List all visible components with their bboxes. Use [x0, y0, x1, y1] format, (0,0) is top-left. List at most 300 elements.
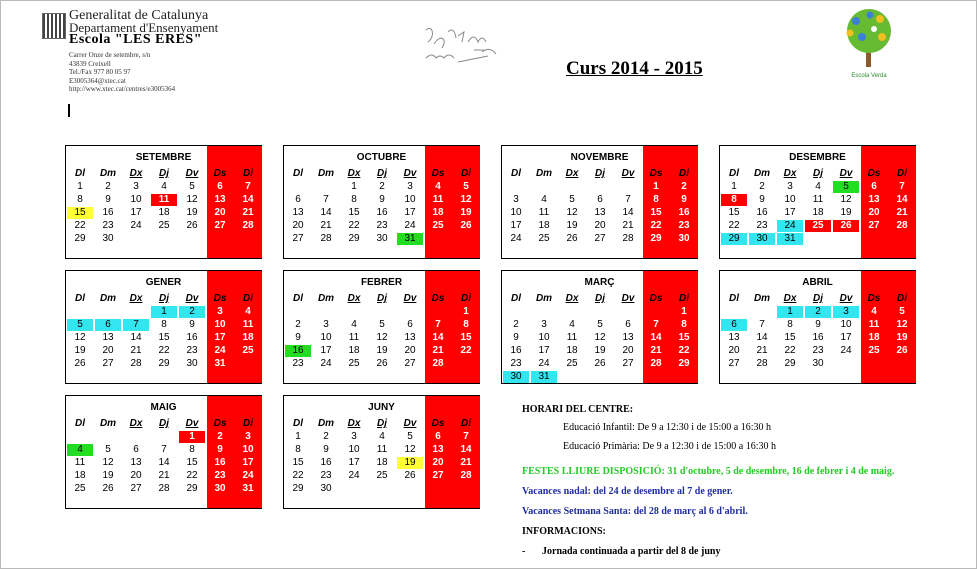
day-cell: 14	[650, 332, 662, 343]
day-cell: 20	[404, 345, 416, 356]
day-cell: 8	[295, 444, 301, 455]
day-cell: 5	[105, 444, 111, 455]
month-calendar	[719, 270, 916, 384]
weekday-header: Di	[679, 168, 689, 179]
day-cell: 10	[130, 194, 142, 205]
weekday-header: Di	[679, 293, 689, 304]
day-cell: 23	[186, 345, 198, 356]
day-cell: 17	[242, 457, 254, 468]
address-line: Tel./Fax 977 80 05 97	[69, 68, 131, 76]
day-cell: 19	[102, 470, 114, 481]
month-name: MAIG	[150, 402, 177, 413]
day-cell: 12	[376, 332, 388, 343]
day-cell: 12	[594, 332, 606, 343]
day-cell: 17	[348, 457, 360, 468]
day-cell: 27	[728, 358, 740, 369]
month-calendar	[283, 395, 480, 509]
day-cell: 29	[784, 358, 796, 369]
weekday-header: Dj	[159, 293, 169, 304]
weekday-header: Ds	[431, 293, 445, 304]
day-cell: 28	[460, 470, 472, 481]
day-cell: 24	[404, 220, 416, 231]
day-cell: 6	[295, 194, 301, 205]
day-cell: 18	[566, 345, 578, 356]
day-cell: 2	[379, 181, 385, 192]
day-cell: 9	[513, 332, 519, 343]
day-cell: 22	[292, 470, 304, 481]
day-cell: 21	[650, 345, 662, 356]
day-cell: 23	[102, 220, 114, 231]
weekday-header: Dl	[75, 418, 85, 429]
month-calendar	[283, 145, 480, 259]
day-cell: 5	[189, 181, 195, 192]
school-name: Escola "LES ERES"	[69, 32, 202, 47]
day-cell: 2	[323, 431, 329, 442]
day-cell: 6	[95, 319, 121, 331]
day-cell: 13	[594, 207, 606, 218]
weekday-header: Di	[243, 293, 253, 304]
day-cell: 11	[348, 332, 360, 343]
day-cell: 8	[787, 319, 793, 330]
informacions-title: INFORMACIONS:	[522, 526, 606, 537]
day-cell: 9	[189, 319, 195, 330]
day-cell: 1	[77, 181, 83, 192]
day-cell: 15	[67, 207, 93, 219]
weekday-header: Dl	[293, 293, 303, 304]
day-cell: 18	[432, 207, 444, 218]
day-cell: 17	[784, 207, 796, 218]
day-cell: 15	[292, 457, 304, 468]
day-cell: 7	[123, 319, 149, 331]
day-cell: 31	[397, 233, 423, 245]
day-cell: 7	[323, 194, 329, 205]
weekday-header: Dj	[595, 168, 605, 179]
day-cell: 20	[432, 457, 444, 468]
day-cell: 19	[186, 207, 198, 218]
month-calendar	[501, 270, 698, 384]
weekday-header: Dx	[347, 418, 361, 429]
day-cell: 3	[787, 181, 793, 192]
weekday-header: Dj	[813, 168, 823, 179]
weekday-header: Dx	[565, 168, 579, 179]
day-cell: 2	[179, 306, 205, 318]
day-cell: 15	[158, 332, 170, 343]
weekday-header: Dv	[839, 293, 853, 304]
day-cell: 17	[538, 345, 550, 356]
weekday-header: Dm	[99, 418, 117, 429]
day-cell: 7	[435, 319, 441, 330]
day-cell: 26	[566, 233, 578, 244]
day-cell: 17	[130, 207, 142, 218]
day-cell: 15	[650, 207, 662, 218]
day-cell: 16	[320, 457, 332, 468]
day-cell: 12	[74, 332, 86, 343]
day-cell: 4	[435, 181, 441, 192]
day-cell: 18	[158, 207, 170, 218]
weekday-header: Dv	[403, 418, 417, 429]
day-cell: 31	[531, 371, 557, 383]
weekday-header: Dv	[403, 168, 417, 179]
day-cell: 11	[432, 194, 444, 205]
day-cell: 22	[158, 345, 170, 356]
weekday-header: Dm	[317, 168, 335, 179]
day-cell: 30	[749, 233, 775, 245]
weekday-header: Di	[461, 168, 471, 179]
day-cell: 16	[678, 207, 690, 218]
weekday-header: Dm	[317, 418, 335, 429]
weekday-header: Dm	[753, 293, 771, 304]
day-cell: 22	[650, 220, 662, 231]
day-cell: 25	[376, 470, 388, 481]
weekday-header: Dx	[347, 168, 361, 179]
weekday-header: Dj	[159, 168, 169, 179]
day-cell: 7	[625, 194, 631, 205]
weekday-header: Dm	[317, 293, 335, 304]
day-cell: 15	[348, 207, 360, 218]
weekday-header: Dx	[783, 293, 797, 304]
day-cell: 4	[815, 181, 821, 192]
weekday-header: Ds	[649, 168, 663, 179]
day-cell: 21	[130, 345, 142, 356]
day-cell: 2	[513, 319, 519, 330]
day-cell: 18	[812, 207, 824, 218]
day-cell: 27	[594, 233, 606, 244]
weekday-header: Dx	[347, 293, 361, 304]
day-cell: 28	[320, 233, 332, 244]
weekday-header: Dv	[185, 168, 199, 179]
day-cell: 19	[376, 345, 388, 356]
day-cell: 3	[541, 319, 547, 330]
day-cell: 22	[74, 220, 86, 231]
day-cell: 26	[896, 345, 908, 356]
weekday-header: Dm	[535, 168, 553, 179]
day-cell: 19	[74, 345, 86, 356]
day-cell: 2	[759, 181, 765, 192]
day-cell: 16	[376, 207, 388, 218]
weekday-header: Dj	[159, 418, 169, 429]
day-cell: 27	[214, 220, 226, 231]
weekday-header: Ds	[867, 168, 881, 179]
day-cell: 11	[74, 457, 86, 468]
day-cell: 13	[728, 332, 740, 343]
day-cell: 31	[777, 233, 803, 245]
month-name: FEBRER	[360, 277, 403, 288]
day-cell: 8	[681, 319, 687, 330]
weekday-header: Ds	[213, 418, 227, 429]
day-cell: 23	[678, 220, 690, 231]
day-cell: 7	[161, 444, 167, 455]
day-cell: 15	[460, 332, 472, 343]
day-cell: 9	[815, 319, 821, 330]
day-cell: 23	[376, 220, 388, 231]
day-cell: 3	[217, 306, 223, 317]
day-cell: 30	[503, 371, 529, 383]
day-cell: 12	[896, 319, 908, 330]
day-cell: 29	[650, 233, 662, 244]
day-cell: 8	[161, 319, 167, 330]
day-cell: 3	[133, 181, 139, 192]
day-cell: 27	[622, 358, 634, 369]
day-cell: 27	[292, 233, 304, 244]
day-cell: 11	[566, 332, 578, 343]
day-cell: 18	[538, 220, 550, 231]
day-cell: 16	[214, 457, 226, 468]
day-cell: 23	[292, 358, 304, 369]
weekday-header: Dx	[565, 293, 579, 304]
day-cell: 12	[102, 457, 114, 468]
day-cell: 10	[784, 194, 796, 205]
day-cell: 29	[292, 483, 304, 494]
day-cell: 26	[102, 483, 114, 494]
day-cell: 20	[130, 470, 142, 481]
day-cell: 15	[728, 207, 740, 218]
day-cell: 9	[105, 194, 111, 205]
day-cell: 20	[622, 345, 634, 356]
day-cell: 13	[214, 194, 226, 205]
day-cell: 31	[242, 483, 254, 494]
day-cell: 5	[463, 181, 469, 192]
day-cell: 10	[214, 319, 226, 330]
day-cell: 25	[348, 358, 360, 369]
horari-infantil: Educació Infantil: De 9 a 12:30 i de 15:00 a 16:30 h	[563, 422, 772, 433]
day-cell: 14	[432, 332, 444, 343]
day-cell: 5	[833, 181, 859, 193]
weekday-header: Ds	[431, 168, 445, 179]
day-cell: 17	[320, 345, 332, 356]
day-cell: 28	[158, 483, 170, 494]
day-cell: 27	[102, 358, 114, 369]
day-cell: 22	[186, 470, 198, 481]
weekday-header: Dl	[511, 168, 521, 179]
day-cell: 25	[868, 345, 880, 356]
day-cell: 21	[158, 470, 170, 481]
weekday-header: Dl	[75, 293, 85, 304]
weekday-header: Di	[461, 293, 471, 304]
day-cell: 28	[650, 358, 662, 369]
day-cell: 30	[102, 233, 114, 244]
day-cell: 13	[130, 457, 142, 468]
day-cell: 8	[77, 194, 83, 205]
festes-lliure-disposicio: FESTES LLIURE DISPOSICIÓ: 31 d'octubre, 5 de desembre, 16 de febrer i 4 de maig.	[522, 466, 895, 477]
day-cell: 6	[133, 444, 139, 455]
weekday-header: Ds	[213, 168, 227, 179]
horari-title: HORARI DEL CENTRE:	[522, 404, 634, 415]
day-cell: 28	[242, 220, 254, 231]
month-calendar	[65, 270, 262, 384]
day-cell: 22	[460, 345, 472, 356]
escola-verda-label: Escola Verda	[851, 73, 887, 79]
day-cell: 9	[681, 194, 687, 205]
day-cell: 24	[348, 470, 360, 481]
month-calendar	[501, 145, 698, 259]
day-cell: 30	[186, 358, 198, 369]
day-cell: 26	[404, 470, 416, 481]
day-cell: 14	[460, 444, 472, 455]
day-cell: 16	[812, 332, 824, 343]
weekday-header: Dx	[129, 293, 143, 304]
vacances-setmana-santa: Vacances Setmana Santa: del 28 de març al 6 d'abril.	[522, 506, 748, 517]
day-cell: 25	[566, 358, 578, 369]
day-cell: 7	[759, 319, 765, 330]
day-cell: 11	[151, 194, 177, 206]
day-cell: 8	[463, 319, 469, 330]
day-cell: 29	[721, 233, 747, 245]
day-cell: 14	[756, 332, 768, 343]
generalitat-shield-icon	[42, 13, 66, 39]
month-name: NOVEMBRE	[570, 152, 629, 163]
day-cell: 15	[784, 332, 796, 343]
day-cell: 18	[376, 457, 388, 468]
day-cell: 27	[404, 358, 416, 369]
weekday-header: Dl	[729, 168, 739, 179]
day-cell: 14	[130, 332, 142, 343]
day-cell: 13	[868, 194, 880, 205]
day-cell: 11	[812, 194, 824, 205]
day-cell: 7	[899, 181, 905, 192]
weekday-header: Dv	[839, 168, 853, 179]
day-cell: 8	[189, 444, 195, 455]
weekday-header: Ds	[867, 293, 881, 304]
day-cell: 18	[242, 332, 254, 343]
day-cell: 18	[74, 470, 86, 481]
day-cell: 20	[868, 207, 880, 218]
info-item-jornada: Jornada continuada a partir del 8 de juny	[542, 546, 721, 557]
weekday-header: Dl	[293, 418, 303, 429]
day-cell: 14	[320, 207, 332, 218]
day-cell: 23	[214, 470, 226, 481]
weekday-header: Di	[243, 418, 253, 429]
day-cell: 6	[435, 431, 441, 442]
day-cell: 4	[871, 306, 877, 317]
day-cell: 14	[242, 194, 254, 205]
month-calendar	[719, 145, 916, 259]
day-cell: 12	[566, 207, 578, 218]
day-cell: 24	[214, 345, 226, 356]
day-cell: 5	[67, 319, 93, 331]
day-cell: 12	[460, 194, 472, 205]
day-cell: 3	[833, 306, 859, 318]
day-cell: 5	[379, 319, 385, 330]
day-cell: 1	[681, 306, 687, 317]
day-cell: 29	[348, 233, 360, 244]
info-item-bullet: -	[522, 546, 526, 557]
day-cell: 20	[102, 345, 114, 356]
org-line-1: Generalitat de Catalunya	[69, 8, 209, 23]
day-cell: 25	[805, 220, 831, 232]
day-cell: 2	[105, 181, 111, 192]
weekday-header: Ds	[431, 418, 445, 429]
day-cell: 8	[653, 194, 659, 205]
day-cell: 13	[404, 332, 416, 343]
horari-primaria: Educació Primària: De 9 a 12:30 i de 15:00 a 16:30 h	[563, 441, 777, 452]
day-cell: 11	[538, 207, 550, 218]
day-cell: 19	[896, 332, 908, 343]
day-cell: 14	[622, 207, 634, 218]
day-cell: 3	[513, 194, 519, 205]
day-cell: 4	[379, 431, 385, 442]
day-cell: 1	[777, 306, 803, 318]
day-cell: 21	[320, 220, 332, 231]
day-cell: 1	[295, 431, 301, 442]
school-address	[69, 51, 175, 94]
day-cell: 1	[179, 431, 205, 443]
day-cell: 9	[295, 332, 301, 343]
day-cell: 22	[348, 220, 360, 231]
day-cell: 29	[186, 483, 198, 494]
day-cell: 2	[217, 431, 223, 442]
month-calendar	[65, 395, 262, 509]
day-cell: 21	[242, 207, 254, 218]
day-cell: 28	[622, 233, 634, 244]
day-cell: 4	[161, 181, 167, 192]
month-name: MARÇ	[584, 277, 615, 288]
day-cell: 2	[295, 319, 301, 330]
weekday-header: Dv	[621, 293, 635, 304]
day-cell: 24	[840, 345, 852, 356]
day-cell: 10	[538, 332, 550, 343]
day-cell: 11	[242, 319, 254, 330]
day-cell: 24	[538, 358, 550, 369]
day-cell: 4	[245, 306, 251, 317]
day-cell: 25	[538, 233, 550, 244]
day-cell: 22	[784, 345, 796, 356]
day-cell: 18	[348, 345, 360, 356]
weekday-header: Di	[243, 168, 253, 179]
day-cell: 10	[320, 332, 332, 343]
day-cell: 7	[463, 431, 469, 442]
day-cell: 10	[404, 194, 416, 205]
day-cell: 24	[320, 358, 332, 369]
day-cell: 6	[625, 319, 631, 330]
day-cell: 24	[510, 233, 522, 244]
day-cell: 4	[541, 194, 547, 205]
day-cell: 6	[871, 181, 877, 192]
address-line: E3005364@xtec.cat	[69, 76, 126, 85]
day-cell: 26	[74, 358, 86, 369]
day-cell: 1	[351, 181, 357, 192]
day-cell: 10	[840, 319, 852, 330]
weekday-header: Dm	[99, 168, 117, 179]
day-cell: 30	[214, 483, 226, 494]
address-line: 43839 Creixell	[69, 59, 111, 68]
day-cell: 3	[323, 319, 329, 330]
day-cell: 27	[130, 483, 142, 494]
day-cell: 6	[721, 319, 747, 331]
day-cell: 25	[158, 220, 170, 231]
weekday-header: Dv	[185, 293, 199, 304]
day-cell: 14	[896, 194, 908, 205]
month-name: ABRIL	[802, 277, 833, 288]
day-cell: 23	[320, 470, 332, 481]
day-cell: 9	[759, 194, 765, 205]
day-cell: 6	[407, 319, 413, 330]
day-cell: 12	[840, 194, 852, 205]
day-cell: 1	[653, 181, 659, 192]
day-cell: 21	[460, 457, 472, 468]
weekday-header: Ds	[649, 293, 663, 304]
weekday-header: Dm	[535, 293, 553, 304]
day-cell: 5	[597, 319, 603, 330]
weekday-header: Dl	[293, 168, 303, 179]
weekday-header: Di	[461, 418, 471, 429]
day-cell: 8	[721, 194, 747, 206]
day-cell: 24	[242, 470, 254, 481]
day-cell: 21	[622, 220, 634, 231]
day-cell: 24	[130, 220, 142, 231]
day-cell: 22	[678, 345, 690, 356]
day-cell: 11	[868, 319, 880, 330]
vacances-nadal: Vacances nadal: del 24 de desembre al 7 de gener.	[522, 486, 733, 497]
